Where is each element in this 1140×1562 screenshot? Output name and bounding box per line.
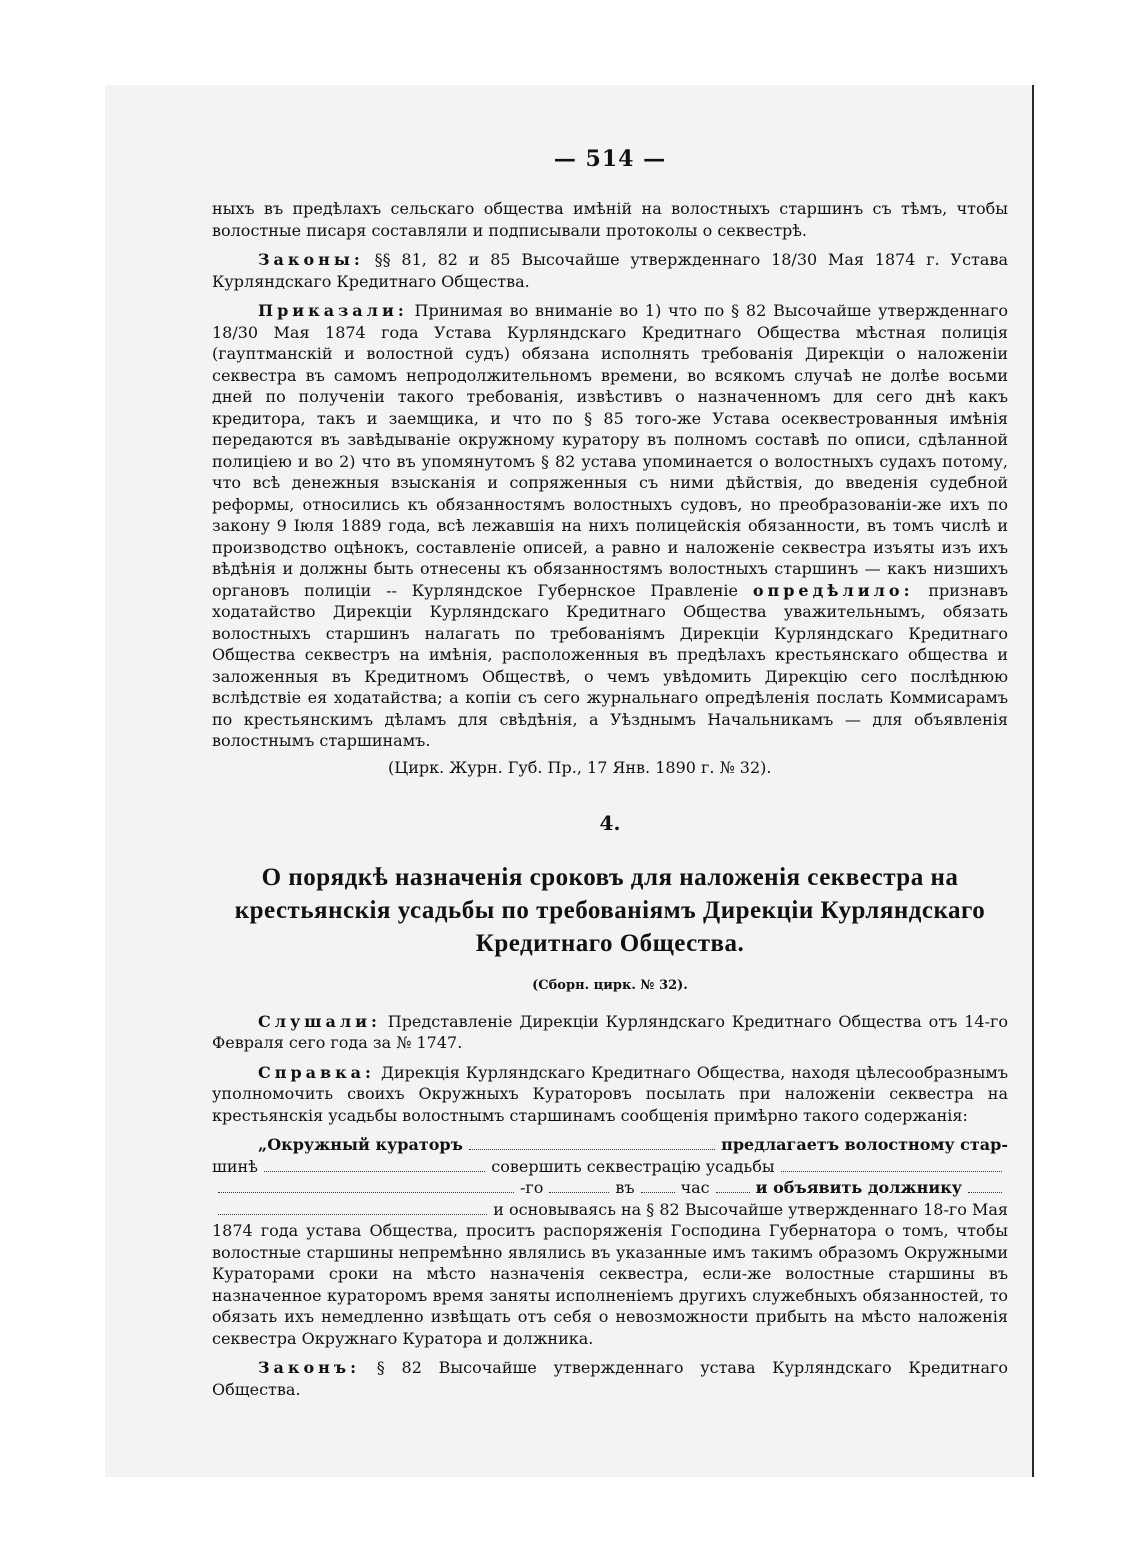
form-blank (218, 1202, 487, 1215)
form-sequester-text: совершить секвестрацію усадьбы (491, 1156, 775, 1176)
form-line-2 (212, 1156, 1008, 1178)
form-line-4 (212, 1199, 1008, 1221)
form-debtor-text: и объявить должнику (755, 1178, 962, 1197)
form-at-text: въ (615, 1178, 635, 1197)
heard-text: Представленіе Дирекціи Курляндскаго Кредитнаго Общества отъ 14-го Февраля сего года за № 1747. (212, 1011, 1008, 1052)
form-based-text: и основываясь на § 82 Высочайше утвержденнаго 18-го Мая (493, 1199, 1008, 1219)
form-hour-text: час (680, 1178, 710, 1197)
reference-label: Справка: (258, 1062, 375, 1082)
decided-label: опредѣлило: (752, 580, 914, 600)
form-day-text: -го (519, 1178, 544, 1197)
heard-label: Слушали: (258, 1011, 381, 1031)
ordered-text: Принимая во вниманіе во 1) что по § 82 Высочайше утвержденнаго 18/30 Мая 1874 года Устава Курляндскаго Кредитнаго Общества мѣстная полиція (гауптманскій и волостной судъ) обязана исполнять требованія Дирекціи о наложеніи секвестра въ самомъ непродолжительномъ времени, во всякомъ случаѣ не долѣе восьми дней по полученіи такого требованія, извѣстивъ о назначенномъ для сего днѣ какъ кредитора, такъ и заемщика, и что по § 85 того-же Устава осеквестрованныя имѣнія передаются въ завѣдываніе окружному куратору въ полномъ составѣ по описи, сдѣланной полиціею и во 2) что въ упомянутомъ § 82 устава упоминается о волостныхъ судахъ потому, что всѣ денежныя взысканія и сопряженныя съ ними дѣйствія, до введенія судебной реформы, относились къ обязанностямъ волостныхъ судовъ, но преобразованіи-же ихъ по закону 9 Іюля 1889 года, всѣ лежавшія на нихъ полицейскія обязанности, въ томъ числѣ и производство оцѣнокъ, составленіе описей, а равно и наложеніе секвестра изъяты изъ ихъ вѣдѣнія и должны быть отнесены къ обязанностямъ волостныхъ старшинъ — какъ низшихъ органовъ полиціи -- Курляндское Губернское Правленіе (212, 301, 1008, 600)
page-number: — 514 — (553, 146, 667, 172)
form-blank (781, 1159, 1002, 1172)
section-source: (Сборн. цирк. № 32). (532, 977, 688, 993)
form-offers-text: предлагаетъ волостному стар- (721, 1135, 1008, 1154)
law-label: Законъ: (258, 1358, 361, 1377)
laws-text: §§ 81, 82 и 85 Высочайше утвержденнаго 18/30 Мая 1874 г. Устава Курляндскаго Кредитнаго Общества. (212, 250, 1008, 291)
decided-text: признавъ ходатайство Дирекціи Курляндскаго Кредитнаго Общества уважительнымъ, обязать волостныхъ старшинъ налагать по требованіямъ Дирекціи Курляндскаго Кредитнаго Общества секвестръ на имѣнія, расположенныя въ предѣлахъ крестьянскаго общества и заложенныя въ Кредитномъ Обществѣ, о чемъ увѣдомить Дирекцію сего послѣднюю вслѣдствіе ея ходатайства; а копіи съ сего журнальнаго опредѣленія послать Коммисарамъ по крестьянскимъ дѣламъ для свѣдѣнія, а Уѣзднымъ Начальникамъ — для объявленія волостнымъ старшинамъ. (212, 580, 1008, 750)
form-blank (218, 1180, 514, 1193)
law-text: § 82 Высочайше утвержденнаго устава Курляндскаго Кредитнаго Общества. (212, 1358, 1009, 1399)
form-blank (641, 1180, 675, 1193)
law-paragraph (212, 1357, 1008, 1400)
page-edge-line (1032, 85, 1034, 1477)
continuation-paragraph: ныхъ въ предѣлахъ сельскаго общества имѣній на волостныхъ старшинъ съ тѣмъ, чтобы волостные писаря составляли и подписывали протоколы о секвестрѣ. (212, 199, 1008, 240)
heard-paragraph (212, 1011, 1008, 1054)
form-blank (716, 1180, 750, 1193)
form-blank (264, 1159, 485, 1172)
section-title: О порядкѣ назначенія сроковъ для наложенія секвестра на крестьянскія усадьбы по требованіямъ Дирекціи Курляндскаго Кредитнаго Общества. (234, 863, 986, 957)
reference-paragraph (212, 1062, 1008, 1127)
ordered-label: Приказали: (258, 301, 408, 320)
form-curator-text: „Окружный кураторъ (258, 1135, 463, 1154)
form-blank (968, 1180, 1002, 1193)
form-rest-text: 1874 года устава Общества, проситъ распоряженія Господина Губернатора о томъ, чтобы волостные старшины непремѣнно являлись въ указанные имъ такимъ образомъ Окружными Кураторами сроки на мѣсто назначенія секвестра, если-же волостные старшины въ назначенное кураторомъ время заняты исполненіемъ другихъ служебныхъ обязанностей, то обязать ихъ немедленно извѣщать отъ себя о невозможности прибыть на мѣсто наложенія секвестра Окружнаго Куратора и должника. (212, 1221, 1008, 1348)
page-content (212, 146, 1008, 1400)
reference-text: Дирекція Курляндскаго Кредитнаго Общества, находя цѣлесообразнымъ уполномочить своихъ Окружныхъ Кураторовъ посылать при наложеніи секвестра на крестьянскія усадьбы волостнымъ старшинамъ сообщенія примѣрно такого содержанія: (212, 1062, 1009, 1125)
form-elder-text: шинѣ (212, 1156, 258, 1176)
laws-label: Законы: (258, 250, 364, 269)
laws-paragraph (212, 249, 1008, 292)
form-blank (549, 1180, 609, 1193)
form-template (212, 1134, 1008, 1349)
section-number: 4. (599, 810, 621, 835)
form-line-3 (212, 1177, 1008, 1199)
form-line-1 (212, 1134, 1008, 1156)
citation: (Цирк. Журн. Губ. Пр., 17 Янв. 1890 г. № 32). (388, 757, 772, 777)
ordered-paragraph (212, 300, 1008, 752)
form-blank (469, 1137, 715, 1150)
